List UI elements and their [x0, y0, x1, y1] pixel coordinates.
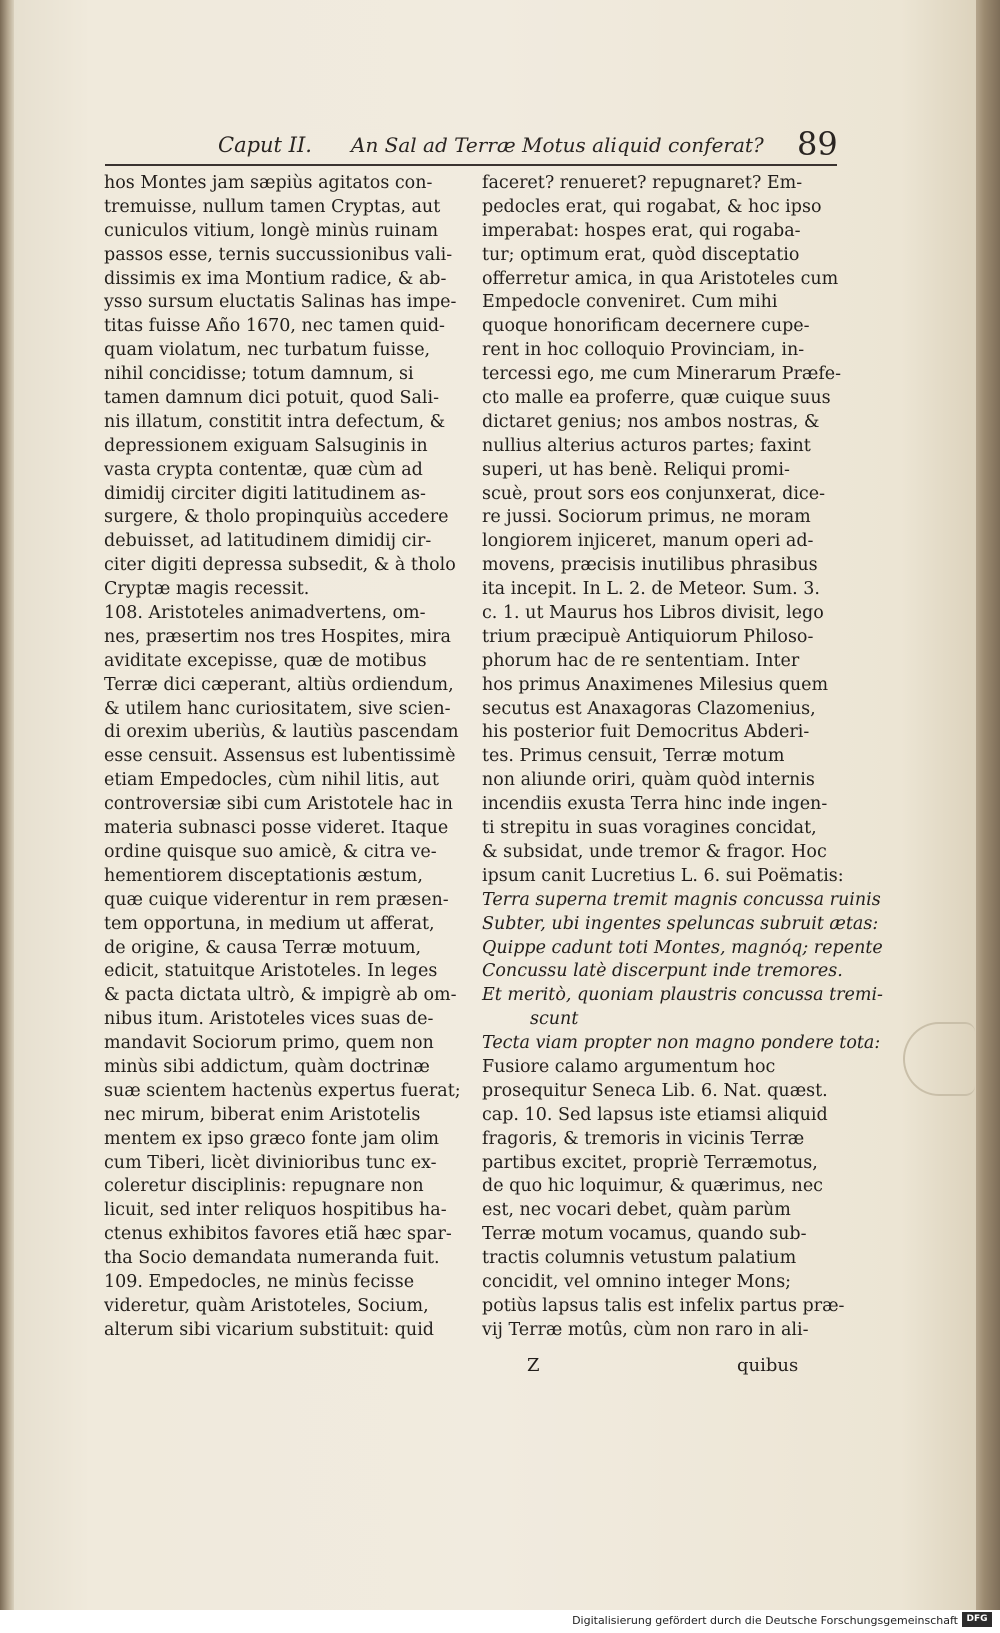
- text-line: incendiis exusta Terra hinc inde ingen-: [482, 794, 828, 815]
- text-line: phorum hac de re sententiam. Inter: [482, 650, 800, 671]
- page-edge: [976, 0, 1000, 1610]
- text-line: nes, præsertim nos tres Hospites, mira: [104, 626, 451, 647]
- signature-mark: Z: [527, 1355, 540, 1376]
- text-line: edicit, statuitque Aristoteles. In leges: [104, 961, 438, 982]
- text-line: faceret? renueret? repugnaret? Em-: [482, 173, 803, 193]
- text-line: cto malle ea proferre, quæ cuique suus: [482, 388, 831, 409]
- text-line: de origine, & causa Terræ motuum,: [104, 937, 422, 958]
- chapter-title: An Sal ad Terræ Motus aliquid conferat?: [351, 133, 764, 157]
- footer-credit: Digitalisierung gefördert durch die Deutsche Forschungsgemeinschaft: [572, 1614, 958, 1627]
- text-line: alterum sibi vicarium substituit: quid: [104, 1319, 434, 1340]
- text-line: tes. Primus censuit, Terræ motum: [482, 746, 785, 767]
- text-line: di orexim uberiùs, & lautiùs pascendam: [104, 722, 459, 743]
- text-line: ita incepit. In L. 2. de Meteor. Sum. 3.: [482, 579, 820, 600]
- text-line: debuisset, ad latitudinem dimidij cir-: [104, 531, 432, 552]
- text-line: c. 1. ut Maurus hos Libros divisit, lego: [482, 603, 824, 624]
- text-line: Terra superna tremit magnis concussa ruinis: [482, 889, 881, 910]
- text-line: controversiæ sibi cum Aristotele hac in: [104, 794, 453, 815]
- text-line: cuniculos vitium, longè minùs ruinam: [104, 220, 439, 241]
- text-line: & utilem hanc curiositatem, sive scien-: [104, 698, 451, 719]
- text-line: & subsidat, unde tremor & fragor. Hoc: [482, 841, 827, 862]
- text-line: Empedocle conveniret. Cum mihi: [482, 292, 778, 313]
- text-line: Subter, ubi ingentes speluncas subruit ætas:: [482, 913, 879, 934]
- text-line: suæ scientem hactenùs expertus fuerat;: [104, 1080, 461, 1101]
- text-line: rent in hoc colloquio Provinciam, in-: [482, 340, 805, 361]
- text-line: Fusiore calamo argumentum hoc: [482, 1056, 776, 1077]
- text-line: partibus excitet, propriè Terræmotus,: [482, 1152, 818, 1173]
- text-line: quæ cuique viderentur in rem præsen-: [104, 889, 449, 910]
- dfg-logo: DFG: [962, 1612, 992, 1627]
- left-column: [104, 172, 462, 1343]
- text-line: vij Terræ motûs, cùm non raro in ali-: [482, 1319, 809, 1340]
- text-line: nis illatum, constitit intra defectum, &: [104, 411, 446, 432]
- text-line: licuit, sed inter reliquos hospitibus ha-: [104, 1200, 447, 1221]
- text-line: dictaret genius; nos ambos nostras, &: [482, 411, 820, 432]
- text-line: esse censuit. Assensus est lubentissimè: [104, 746, 456, 767]
- text-line: hos primus Anaximenes Milesius quem: [482, 674, 829, 695]
- text-line: videretur, quàm Aristoteles, Socium,: [104, 1295, 429, 1316]
- margin-marks: [0, 1060, 14, 1400]
- chapter-label: Caput II.: [218, 133, 312, 157]
- text-line: Quippe cadunt toti Montes, magnóq; repente: [482, 937, 883, 958]
- text-line: ordine quisque suo amicè, & citra ve-: [104, 841, 437, 862]
- text-line: materia subnasci posse videret. Itaque: [104, 818, 449, 839]
- text-line: titas fuisse Año 1670, nec tamen quid-: [104, 316, 445, 337]
- text-line: citer digiti depressa subsedit, & à tholo: [104, 555, 456, 576]
- text-line: fragoris, & tremoris in vicinis Terræ: [482, 1128, 805, 1149]
- text-line: mentem ex ipso græco fonte jam olim: [104, 1128, 439, 1149]
- text-line: coleretur disciplinis: repugnare non: [104, 1176, 424, 1197]
- text-line: Concussu latè discerpunt inde tremores.: [482, 961, 843, 982]
- text-line: re jussi. Sociorum primus, ne moram: [482, 507, 811, 528]
- text-line: dissimis ex ima Montium radice, & ab-: [104, 268, 447, 289]
- header-rule: [105, 164, 837, 166]
- text-line: ctenus exhibitos favores etiã hæc spar-: [104, 1224, 452, 1245]
- text-line: quam violatum, nec turbatum fuisse,: [104, 340, 431, 361]
- text-line: imperabat: hospes erat, qui rogaba-: [482, 220, 801, 241]
- text-line: nullius alterius acturos partes; faxint: [482, 435, 811, 456]
- text-line: tercessi ego, me cum Minerarum Præfe-: [482, 364, 842, 385]
- running-header: [215, 125, 845, 165]
- catchword: quibus: [737, 1355, 799, 1376]
- text-line: dimidij circiter digiti latitudinem as-: [104, 483, 426, 504]
- text-line: surgere, & tholo propinquiùs accedere: [104, 507, 449, 528]
- text-line: movens, præcisis inutilibus phrasibus: [482, 555, 818, 576]
- text-line: etiam Empedocles, cùm nihil litis, aut: [104, 770, 439, 791]
- text-line: offerretur amica, in qua Aristoteles cum: [482, 268, 839, 289]
- text-line: aviditate excepisse, quæ de motibus: [104, 650, 427, 671]
- text-line: nihil concidisse; totum damnum, si: [104, 364, 414, 385]
- text-line: Et meritò, quoniam plaustris concussa tremi-: [482, 985, 883, 1006]
- text-line: prosequitur Seneca Lib. 6. Nat. quæst.: [482, 1080, 828, 1101]
- text-line: his posterior fuit Democritus Abderi-: [482, 722, 810, 743]
- text-line: vasta crypta contentæ, quæ cùm ad: [104, 459, 423, 480]
- text-line: mandavit Sociorum primo, quem non: [104, 1033, 434, 1054]
- text-line: Terræ motum vocamus, quando sub-: [482, 1224, 807, 1245]
- text-line: cap. 10. Sed lapsus iste etiamsi aliquid: [482, 1104, 828, 1125]
- text-line: ysso sursum eluctatis Salinas has impe-: [104, 292, 457, 313]
- text-line: nec mirum, biberat enim Aristotelis: [104, 1104, 421, 1125]
- text-line: Terræ dici cæperant, altiùs ordiendum,: [104, 674, 454, 695]
- text-line: Cryptæ magis recessit.: [104, 579, 310, 600]
- text-line: tremuisse, nullum tamen Cryptas, aut: [104, 196, 441, 217]
- page-number: 89: [797, 125, 838, 163]
- text-line: minùs sibi addictum, quàm doctrinæ: [104, 1056, 430, 1077]
- text-line: tractis columnis vetustum palatium: [482, 1248, 797, 1269]
- text-line: cum Tiberi, licèt divinioribus tunc ex-: [104, 1152, 437, 1173]
- text-line: non aliunde oriri, quàm quòd internis: [482, 770, 815, 791]
- text-line: hos Montes jam sæpiùs agitatos con-: [104, 173, 433, 193]
- text-line: tur; optimum erat, quòd disceptatio: [482, 244, 800, 265]
- text-line: ti strepitu in suas voragines concidat,: [482, 818, 817, 839]
- text-line: 108. Aristoteles animadvertens, om-: [104, 603, 426, 624]
- text-line: passos esse, ternis succussionibus vali-: [104, 244, 453, 265]
- text-line: ipsum canit Lucretius L. 6. sui Poëmatis:: [482, 865, 844, 886]
- text-line: est, nec vocari debet, quàm parùm: [482, 1200, 791, 1221]
- text-line: scunt: [530, 1009, 579, 1030]
- text-line: quoque honorificam decernere cupe-: [482, 316, 810, 337]
- text-line: & pacta dictata ultrò, & impigrè ab om-: [104, 985, 457, 1006]
- text-line: hementiorem disceptationis æstum,: [104, 865, 423, 886]
- text-line: trium præcipuè Antiquiorum Philoso-: [482, 626, 814, 647]
- clip-mark: [903, 1022, 975, 1096]
- text-line: pedocles erat, qui rogabat, & hoc ipso: [482, 196, 822, 217]
- text-line: de quo hic loquimur, & quærimus, nec: [482, 1176, 823, 1197]
- text-line: potiùs lapsus talis est infelix partus præ-: [482, 1295, 845, 1316]
- right-column: [482, 172, 883, 1343]
- text-line: tamen damnum dici potuit, quod Sali-: [104, 388, 440, 409]
- text-line: concidit, vel omnino integer Mons;: [482, 1271, 792, 1292]
- text-line: nibus itum. Aristoteles vices suas de-: [104, 1009, 434, 1030]
- text-line: secutus est Anaxagoras Clazomenius,: [482, 698, 816, 719]
- text-line: 109. Empedocles, ne minùs fecisse: [104, 1271, 415, 1292]
- text-line: Tecta viam propter non magno pondere tota:: [482, 1033, 881, 1054]
- text-line: tha Socio demandata numeranda fuit.: [104, 1248, 440, 1269]
- text-line: scuè, prout sors eos conjunxerat, dice-: [482, 483, 825, 504]
- text-line: tem opportuna, in medium ut afferat,: [104, 913, 435, 934]
- text-line: superi, ut has benè. Reliqui promi-: [482, 459, 790, 480]
- text-line: longiorem injiceret, manum operi ad-: [482, 531, 814, 552]
- text-line: depressionem exiguam Salsuginis in: [104, 435, 428, 456]
